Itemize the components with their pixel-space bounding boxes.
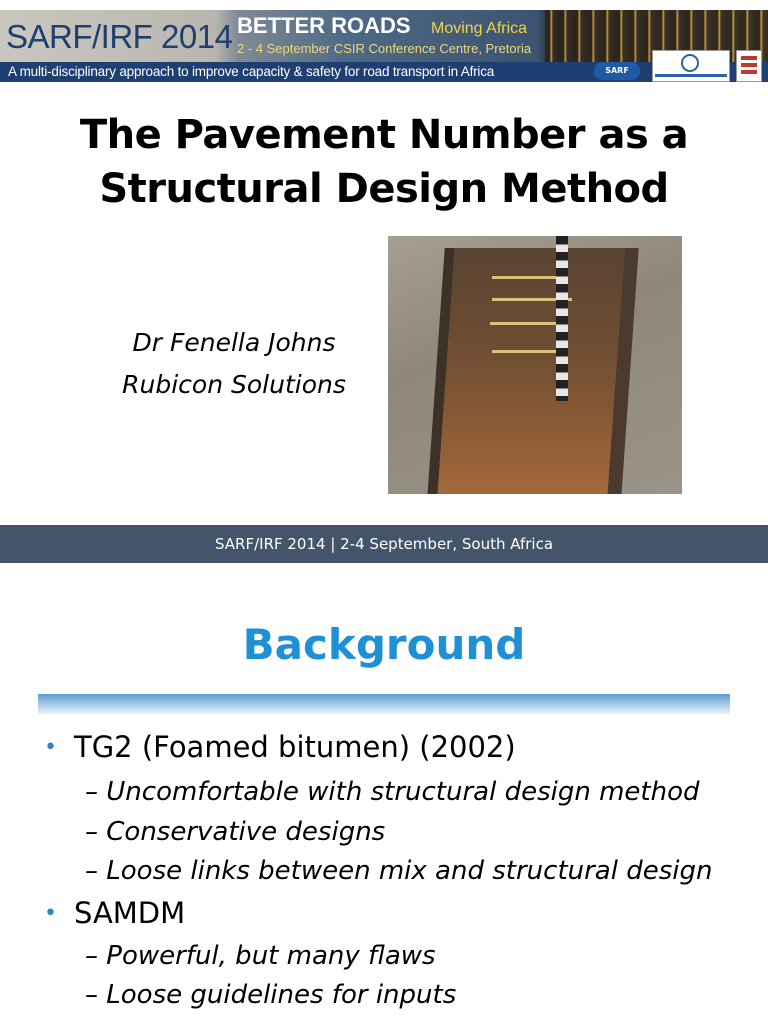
title-divider [38,694,730,714]
bullet-text: TG2 (Foamed bitumen) (2002) [74,730,516,764]
irf-logo-bar [655,74,727,77]
sarf-logo: SARF [594,62,640,80]
csir-logo-stripe [741,70,757,74]
banner-tagline: A multi-disciplinary approach to improve capacity & safety for road transport in Africa [8,64,495,79]
slide-footer: SARF/IRF 2014 | 2-4 September, South Africa [0,525,768,563]
title-line-2: Structural Design Method [99,166,669,212]
measuring-rod [492,350,558,353]
presentation-title [0,108,768,216]
globe-icon [681,54,699,72]
author-block [100,322,368,406]
list-subitem: – Loose links between mix and structural design [85,856,713,886]
conference-banner [0,10,768,82]
survey-staff [556,236,568,401]
better-roads-heading: BETTER ROADS [237,13,411,38]
background-slide [0,590,768,1024]
conference-name [6,18,232,56]
conference-org: SARF/IRF [6,18,153,55]
list-subitem: – Uncomfortable with structural design method [85,777,700,807]
author-name: Dr Fenella Johns [132,328,336,357]
title-line-1: The Pavement Number as a [79,112,689,158]
bullet-icon: • [44,735,57,760]
measuring-rod [492,276,564,279]
bullet-text: SAMDM [74,896,186,930]
dates-venue-text: 2 - 4 September CSIR Conference Centre, Pretoria [237,41,532,56]
conference-year: 2014 [161,18,233,55]
excavation-pit [427,248,638,494]
csir-logo [736,50,762,82]
csir-logo-stripe [741,63,757,67]
list-subitem: – Conservative designs [85,817,386,847]
test-pit-photo [388,236,682,494]
list-subitem: – Loose guidelines for inputs [85,980,457,1010]
measuring-rod [490,322,566,325]
slide-title: Background [242,620,526,669]
bullet-icon: • [44,901,57,926]
irf-logo [652,50,730,82]
csir-logo-stripe [741,56,757,60]
moving-africa-text: Moving Africa [431,20,528,37]
list-subitem: – Powerful, but many flaws [85,941,436,971]
author-organisation: Rubicon Solutions [122,370,346,399]
